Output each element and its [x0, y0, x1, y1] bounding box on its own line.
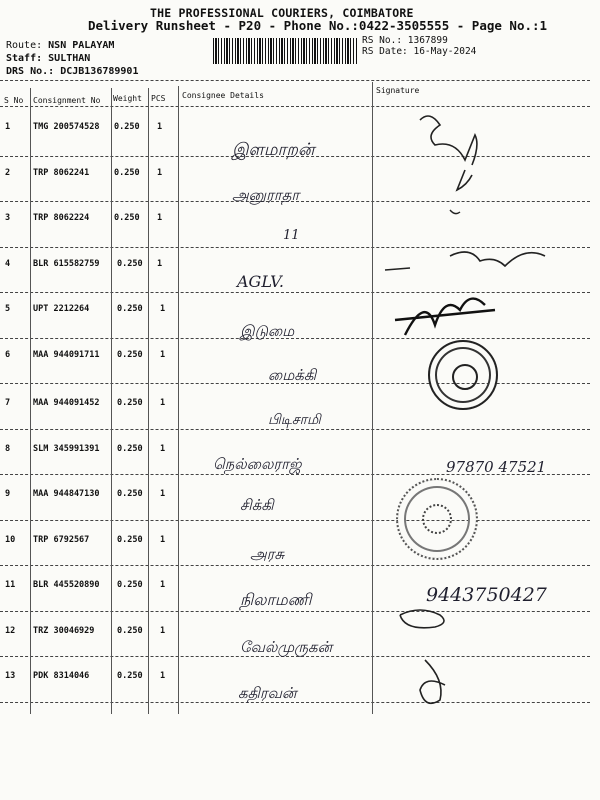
- row-weight: 0.250: [117, 671, 143, 681]
- column-divider: [148, 88, 149, 714]
- row-weight: 0.250: [117, 580, 143, 590]
- row-pcs: 1: [157, 167, 163, 178]
- row-consignment-no: TRZ 30046929: [33, 625, 95, 636]
- row-weight: 0.250: [114, 167, 140, 178]
- row-pcs: 1: [160, 625, 166, 636]
- handwritten-phone-number: 9443750427: [426, 584, 547, 606]
- handwritten-consignee-name: மைக்கி: [268, 366, 317, 384]
- row-pcs: 1: [160, 534, 166, 545]
- staff-label: Staff:: [6, 53, 43, 64]
- col-signature-header: Signature: [376, 86, 420, 95]
- handwritten-consignee-name: 11: [283, 228, 300, 243]
- handwritten-consignee-name: நிலாமணி: [240, 590, 312, 609]
- row-pcs: 1: [160, 580, 166, 590]
- row-consignment-no: TRP 8062224: [33, 213, 90, 223]
- col-pcs-header: PCS: [151, 94, 166, 103]
- rs-number: RS No.: 1367899: [362, 35, 448, 46]
- row-sno: 3: [5, 213, 11, 223]
- drs-label: DRS No.:: [6, 66, 55, 77]
- row-weight: 0.250: [117, 443, 143, 454]
- row-sno: 13: [5, 671, 16, 681]
- barcode: [213, 38, 357, 64]
- handwritten-consignee-name: நெல்லைராஜ்: [213, 455, 302, 473]
- row-weight: 0.250: [117, 304, 143, 314]
- row-sno: 8: [5, 443, 11, 454]
- route-line: [6, 40, 114, 51]
- staff-value: SULTHAN: [48, 53, 91, 64]
- row-consignment-no: PDK 8314046: [33, 671, 90, 681]
- row-sno: 2: [5, 167, 11, 178]
- row-consignment-no: TRP 6792567: [33, 534, 90, 545]
- handwritten-consignee-name: அனுராதா: [232, 186, 300, 204]
- handwritten-consignee-name: வேல்முருகன்: [240, 638, 333, 656]
- row-weight: 0.250: [117, 349, 143, 360]
- row-pcs: 1: [157, 122, 163, 132]
- row-sno: 9: [5, 489, 11, 499]
- handwritten-consignee-name: இடுமை: [240, 322, 295, 340]
- drs-line: [6, 66, 138, 77]
- row-sno: 10: [5, 534, 16, 545]
- row-pcs: 1: [160, 398, 166, 408]
- row-consignment-no: BLR 615582759: [33, 258, 100, 269]
- column-divider: [30, 88, 31, 714]
- row-pcs: 1: [160, 489, 166, 499]
- row-weight: 0.250: [117, 258, 143, 269]
- row-consignment-no: MAA 944091711: [33, 349, 100, 360]
- row-pcs: 1: [157, 258, 163, 269]
- row-pcs: 1: [160, 671, 166, 681]
- col-consignment-header: Consignment No: [33, 96, 101, 105]
- route-value: NSN PALAYAM: [48, 40, 115, 51]
- company-name: THE PROFESSIONAL COURIERS, COIMBATORE: [150, 6, 414, 20]
- row-consignment-no: MAA 944091452: [33, 398, 100, 408]
- row-consignment-no: SLM 345991391: [33, 443, 100, 454]
- row-pcs: 1: [160, 349, 166, 360]
- row-sno: 1: [5, 122, 11, 132]
- header-rule: [0, 80, 590, 81]
- row-consignment-no: BLR 445520890: [33, 580, 100, 590]
- row-consignment-no: MAA 944847130: [33, 489, 100, 499]
- row-weight: 0.250: [114, 213, 140, 223]
- column-divider: [111, 88, 112, 714]
- row-sno: 7: [5, 398, 11, 408]
- handwritten-consignee-name: அரசு: [250, 545, 285, 563]
- row-weight: 0.250: [117, 625, 143, 636]
- drs-value: DCJB136789901: [60, 66, 139, 77]
- handwritten-consignee-name: சிக்கி: [240, 496, 274, 514]
- row-pcs: 1: [157, 213, 163, 223]
- row-consignment-no: TMG 200574528: [33, 122, 100, 132]
- row-consignment-no: TRP 8062241: [33, 167, 90, 178]
- handwritten-consignee-name: AGLV.: [237, 272, 284, 291]
- row-weight: 0.250: [117, 534, 143, 545]
- row-weight: 0.250: [114, 122, 140, 132]
- row-sno: 11: [5, 580, 16, 590]
- staff-line: [6, 53, 90, 64]
- row-weight: 0.250: [117, 398, 143, 408]
- row-weight: 0.250: [117, 489, 143, 499]
- row-sno: 5: [5, 304, 11, 314]
- col-sno-header: S No: [4, 96, 24, 105]
- row-pcs: 1: [160, 304, 166, 314]
- col-weight-header: Weight: [113, 94, 142, 103]
- signature-scribbles: [370, 100, 590, 720]
- row-sno: 4: [5, 258, 11, 269]
- col-consignee-header: Consignee Details: [182, 91, 264, 100]
- handwritten-consignee-name: பிடிசாமி: [268, 412, 321, 428]
- row-pcs: 1: [160, 443, 166, 454]
- route-label: Route:: [6, 40, 43, 51]
- row-consignment-no: UPT 2212264: [33, 304, 90, 314]
- handwritten-phone-number: 97870 47521: [446, 458, 547, 476]
- rs-date: RS Date: 16-May-2024: [362, 46, 477, 57]
- column-divider: [178, 86, 179, 714]
- row-sno: 12: [5, 625, 16, 636]
- handwritten-consignee-name: இளமாறன்: [232, 140, 315, 160]
- row-sno: 6: [5, 349, 11, 360]
- runsheet-title: Delivery Runsheet - P20 - Phone No.:0422-3505555 - Page No.:1: [88, 18, 548, 33]
- handwritten-consignee-name: கதிரவன்: [238, 684, 297, 702]
